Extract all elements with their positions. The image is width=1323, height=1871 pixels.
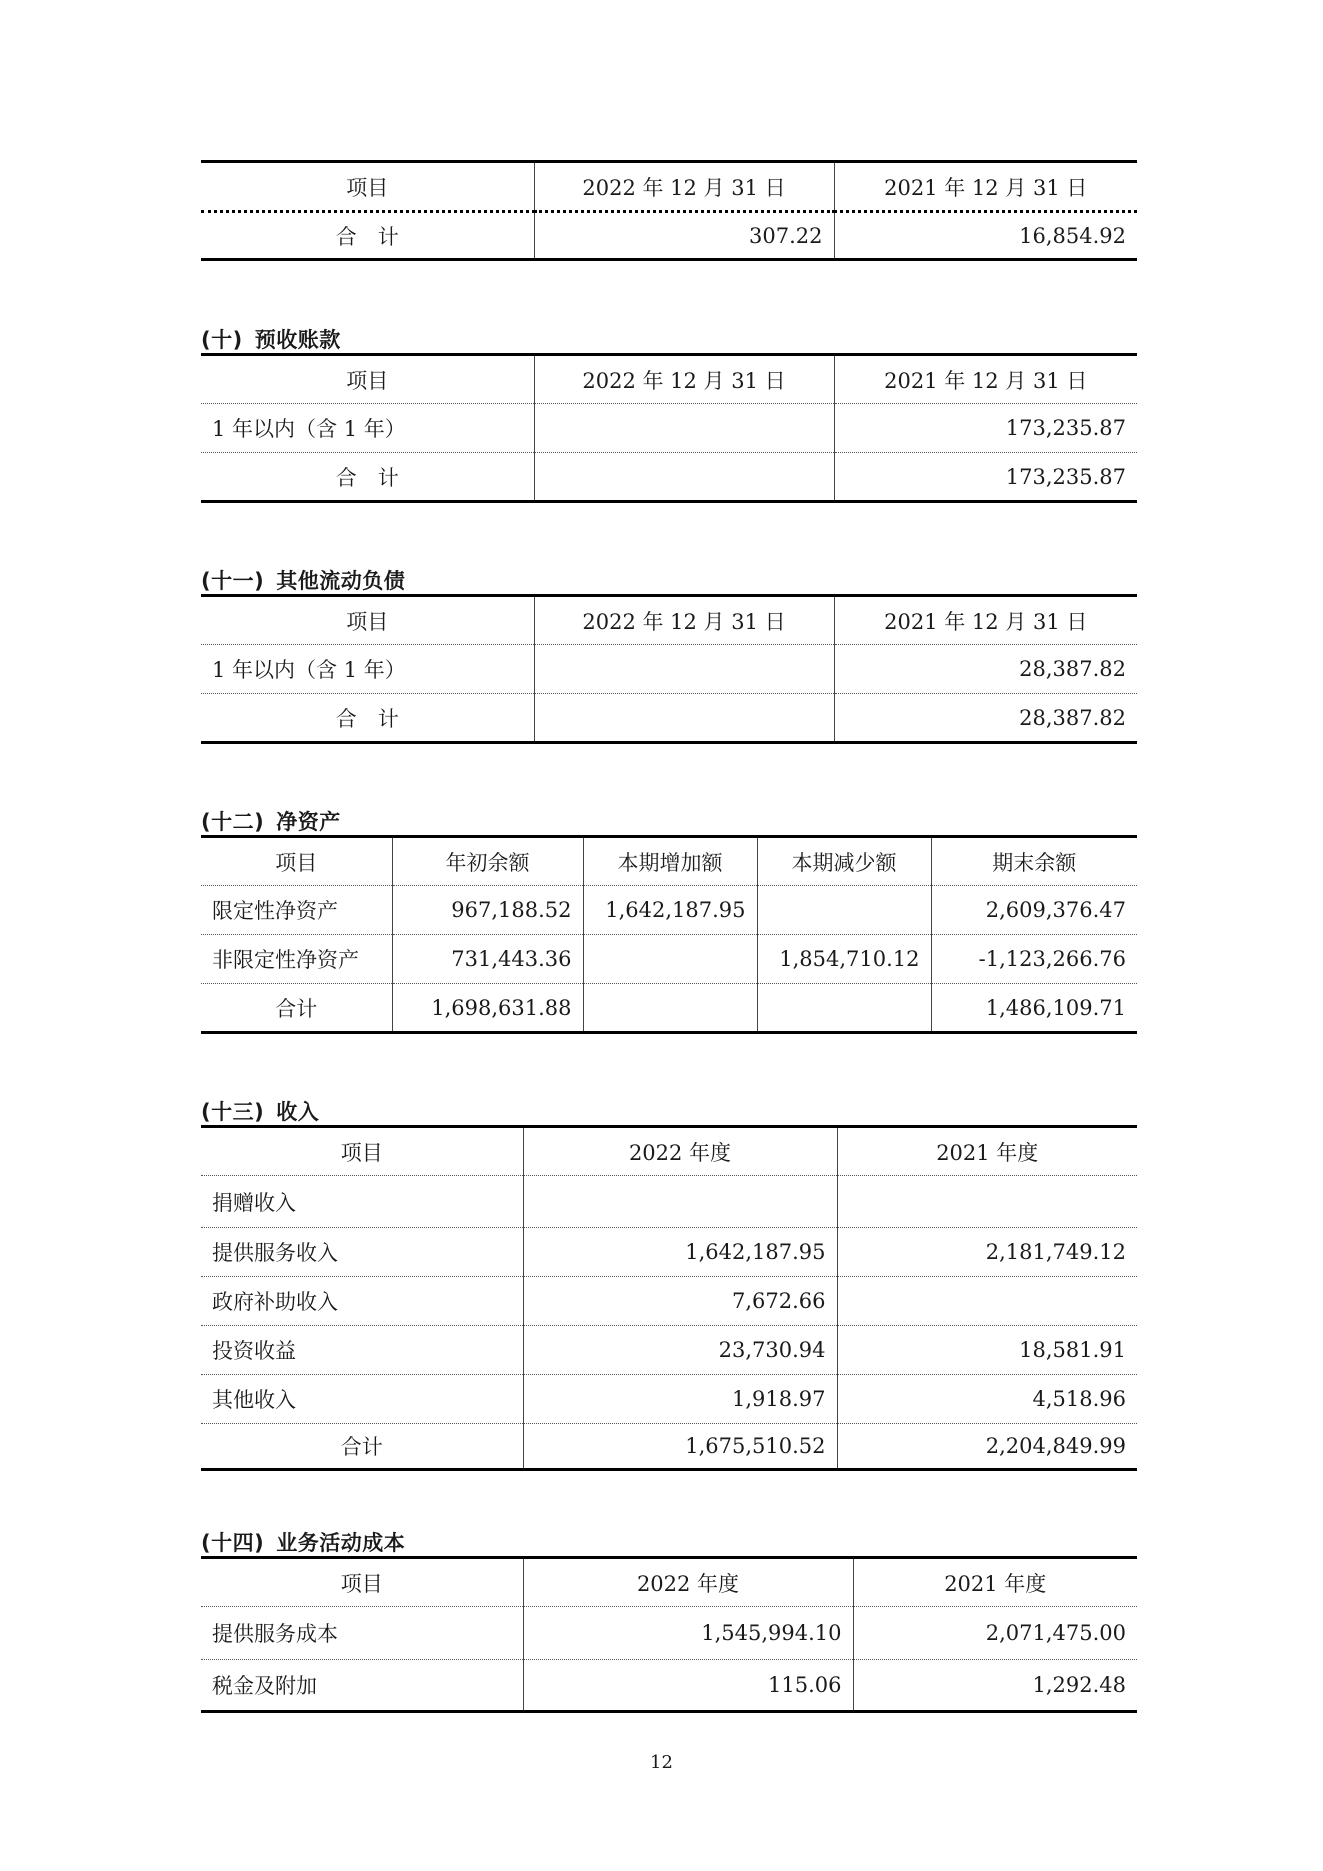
total-row — [201, 694, 1137, 743]
value-decrease: 1,854,710.12 — [757, 935, 931, 984]
table-row — [201, 1176, 1137, 1228]
table-header-row — [201, 162, 1137, 212]
header-2021: 2021 年 12 月 31 日 — [834, 355, 1137, 404]
row-label: 合 计 — [201, 694, 534, 743]
value-2022: 1,918.97 — [523, 1375, 837, 1424]
table-header-row — [201, 837, 1137, 886]
value-begin: 967,188.52 — [392, 886, 583, 935]
value-2022: 1,642,187.95 — [523, 1228, 837, 1277]
value-increase: 1,642,187.95 — [583, 886, 757, 935]
value-begin: 731,443.36 — [392, 935, 583, 984]
section-name: 净资产 — [276, 810, 341, 834]
section-name: 其他流动负债 — [276, 569, 406, 593]
header-2021: 2021 年度 — [853, 1558, 1137, 1607]
page-number: 12 — [650, 1752, 673, 1773]
value-decrease — [757, 886, 931, 935]
header-2022: 2022 年度 — [523, 1558, 853, 1607]
value-2021: 4,518.96 — [837, 1375, 1137, 1424]
row-label: 其他收入 — [201, 1375, 523, 1424]
table-row — [201, 1326, 1137, 1375]
value-end: 2,609,376.47 — [931, 886, 1137, 935]
table-row — [201, 645, 1137, 694]
table-header-row — [201, 596, 1137, 645]
value-2021: 2,181,749.12 — [837, 1228, 1137, 1277]
section-title-revenue — [201, 1096, 319, 1126]
value-2022: 1,675,510.52 — [523, 1424, 837, 1470]
value-2022 — [534, 453, 834, 502]
header-item: 项目 — [346, 609, 389, 634]
table-business-activity-cost — [201, 1556, 1137, 1713]
row-label: 合计 — [201, 984, 392, 1033]
table-header-row — [201, 1558, 1137, 1607]
value-2021: 173,235.87 — [834, 404, 1137, 453]
row-label: 合 计 — [201, 212, 534, 260]
table-header-row — [201, 1127, 1137, 1176]
value-2021: 2,204,849.99 — [837, 1424, 1137, 1470]
value-2021: 18,581.91 — [837, 1326, 1137, 1375]
header-end-balance: 期末余额 — [931, 837, 1137, 886]
header-decrease: 本期减少额 — [757, 837, 931, 886]
value-2021 — [837, 1277, 1137, 1326]
value-2021 — [837, 1176, 1137, 1228]
header-increase: 本期增加额 — [583, 837, 757, 886]
row-label: 1 年以内（含 1 年） — [201, 645, 534, 694]
value-2021: 28,387.82 — [834, 645, 1137, 694]
total-row — [201, 984, 1137, 1033]
row-label: 非限定性净资产 — [201, 935, 392, 984]
value-2022 — [534, 645, 834, 694]
table-row — [201, 886, 1137, 935]
section-title-other-current-liabilities — [201, 565, 405, 595]
row-label: 政府补助收入 — [201, 1277, 523, 1326]
value-2021: 28,387.82 — [834, 694, 1137, 743]
table-row — [201, 935, 1137, 984]
value-2022 — [534, 404, 834, 453]
value-2021: 16,854.92 — [834, 212, 1137, 260]
row-label: 合 计 — [201, 453, 534, 502]
value-increase — [583, 984, 757, 1033]
header-2022: 2022 年 12 月 31 日 — [534, 355, 834, 404]
table-advance-receipts — [201, 353, 1137, 503]
value-end: 1,486,109.71 — [931, 984, 1137, 1033]
total-row — [201, 453, 1137, 502]
value-2022 — [523, 1176, 837, 1228]
header-item: 项目 — [346, 368, 389, 393]
value-2022 — [534, 694, 834, 743]
row-label: 合计 — [201, 1424, 523, 1470]
total-row — [201, 1424, 1137, 1470]
total-row — [201, 212, 1137, 260]
section-title-advance-receipts — [201, 324, 341, 354]
row-label: 提供服务收入 — [201, 1228, 523, 1277]
value-begin: 1,698,631.88 — [392, 984, 583, 1033]
table-row — [201, 1375, 1137, 1424]
row-label: 捐赠收入 — [201, 1176, 523, 1228]
header-2021: 2021 年度 — [837, 1127, 1137, 1176]
table-header-row — [201, 355, 1137, 404]
section-number: (十二) — [201, 810, 265, 834]
section-name: 预收账款 — [254, 328, 341, 352]
value-increase — [583, 935, 757, 984]
section-number: (十) — [201, 328, 243, 352]
row-label: 税金及附加 — [201, 1660, 523, 1712]
section-number: (十四) — [201, 1531, 265, 1555]
section-title-net-assets — [201, 806, 341, 836]
header-2022: 2022 年 12 月 31 日 — [534, 596, 834, 645]
value-2021: 2,071,475.00 — [853, 1607, 1137, 1660]
table-row — [201, 404, 1137, 453]
header-item: 项目 — [340, 1140, 383, 1165]
section-number: (十一) — [201, 569, 265, 593]
row-label: 限定性净资产 — [201, 886, 392, 935]
section-title-business-activity-cost — [201, 1527, 405, 1557]
row-label: 投资收益 — [201, 1326, 523, 1375]
table-row — [201, 1607, 1137, 1660]
table-continued — [201, 160, 1137, 261]
header-item: 项目 — [275, 850, 318, 875]
table-revenue — [201, 1125, 1137, 1471]
value-2021: 173,235.87 — [834, 453, 1137, 502]
row-label: 1 年以内（含 1 年） — [201, 404, 534, 453]
section-name: 业务活动成本 — [276, 1531, 406, 1555]
header-2022: 2022 年度 — [523, 1127, 837, 1176]
value-2022: 115.06 — [523, 1660, 853, 1712]
header-2021: 2021 年 12 月 31 日 — [834, 596, 1137, 645]
value-decrease — [757, 984, 931, 1033]
table-row — [201, 1277, 1137, 1326]
header-2022: 2022 年 12 月 31 日 — [534, 162, 834, 212]
value-2021: 1,292.48 — [853, 1660, 1137, 1712]
table-net-assets — [201, 835, 1137, 1034]
value-end: -1,123,266.76 — [931, 935, 1137, 984]
header-begin-balance: 年初余额 — [392, 837, 583, 886]
header-item: 项目 — [340, 1571, 383, 1596]
row-label: 提供服务成本 — [201, 1607, 523, 1660]
table-other-current-liabilities — [201, 594, 1137, 744]
table-row — [201, 1228, 1137, 1277]
section-number: (十三) — [201, 1100, 265, 1124]
value-2022: 7,672.66 — [523, 1277, 837, 1326]
value-2022: 307.22 — [534, 212, 834, 260]
value-2022: 1,545,994.10 — [523, 1607, 853, 1660]
header-2021: 2021 年 12 月 31 日 — [834, 162, 1137, 212]
value-2022: 23,730.94 — [523, 1326, 837, 1375]
section-name: 收入 — [276, 1100, 320, 1124]
table-row — [201, 1660, 1137, 1712]
header-item: 项目 — [346, 175, 389, 200]
